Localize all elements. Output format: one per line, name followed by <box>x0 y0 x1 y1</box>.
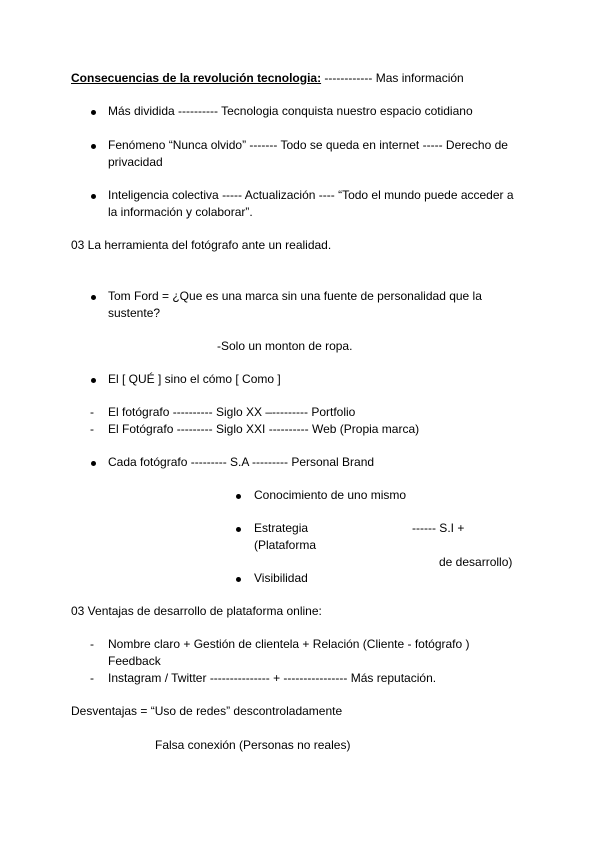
bullet-icon <box>236 494 241 499</box>
cada-item: Cada fotógrafo --------- S.A --------- Personal Brand <box>108 455 375 469</box>
bullet-icon <box>236 577 241 582</box>
advantage-item-cont: Feedback <box>108 654 161 668</box>
section-heading: 03 Ventajas de desarrollo de plataforma online: <box>71 604 322 618</box>
tomford-quote: Tom Ford = ¿Que es una marca sin una fuente de personalidad que la <box>108 289 482 303</box>
consequence-item: Fenómeno “Nunca olvido” ------- Todo se queda en internet ----- Derecho de <box>108 138 508 152</box>
consequence-item-cont: privacidad <box>108 155 163 169</box>
falsa-conexion: Falsa conexión (Personas no reales) <box>155 738 351 752</box>
dash-marker: - <box>90 671 94 685</box>
title-continuation: ------------ Mas información <box>321 71 464 85</box>
que-item: El [ QUÉ ] sino el cómo [ Como ] <box>108 372 281 386</box>
section-heading: 03 La herramienta del fotógrafo ante un realidad. <box>71 238 332 252</box>
dash-marker: - <box>90 422 94 436</box>
disadvantages-line: Desventajas = “Uso de redes” descontroladamente <box>71 704 343 718</box>
title-line <box>71 71 464 86</box>
consequence-item-cont: la información y colaborar”. <box>108 205 253 219</box>
quote-answer: -Solo un monton de ropa. <box>217 339 353 353</box>
dash-marker: - <box>90 405 94 419</box>
consequence-item: Más dividida ---------- Tecnologia conquista nuestro espacio cotidiano <box>108 104 473 118</box>
dash-item: El Fotógrafo --------- Siglo XXI ---------- Web (Propia marca) <box>108 422 420 436</box>
bullet-icon <box>236 527 241 532</box>
bullet-icon <box>91 110 96 115</box>
bullet-icon <box>91 378 96 383</box>
sub-item: Visibilidad <box>254 571 308 585</box>
sub-item-cont: (Plataforma <box>254 538 317 552</box>
bullet-icon <box>91 194 96 199</box>
tomford-quote-cont: sustente? <box>108 306 161 320</box>
page-title: Consecuencias de la revolución tecnologia: <box>71 71 322 85</box>
dash-item: El fotógrafo ---------- Siglo XX –--------- Portfolio <box>108 405 356 419</box>
bullet-icon <box>91 461 96 466</box>
bullet-icon <box>91 144 96 149</box>
advantage-item: Instagram / Twitter --------------- + ---------------- Más reputación. <box>108 671 437 685</box>
dash-marker: - <box>90 637 94 651</box>
consequence-item: Inteligencia colectiva ----- Actualización ---- “Todo el mundo puede acceder a <box>108 188 514 202</box>
sub-item-annotation-cont: de desarrollo) <box>439 555 513 569</box>
sub-item: Conocimiento de uno mismo <box>254 488 407 502</box>
sub-item: Estrategia <box>254 521 309 535</box>
advantage-item: Nombre claro + Gestión de clientela + Relación (Cliente - fotógrafo ) <box>108 637 470 651</box>
sub-item-annotation: ------ S.I + <box>412 521 465 535</box>
bullet-icon <box>91 295 96 300</box>
